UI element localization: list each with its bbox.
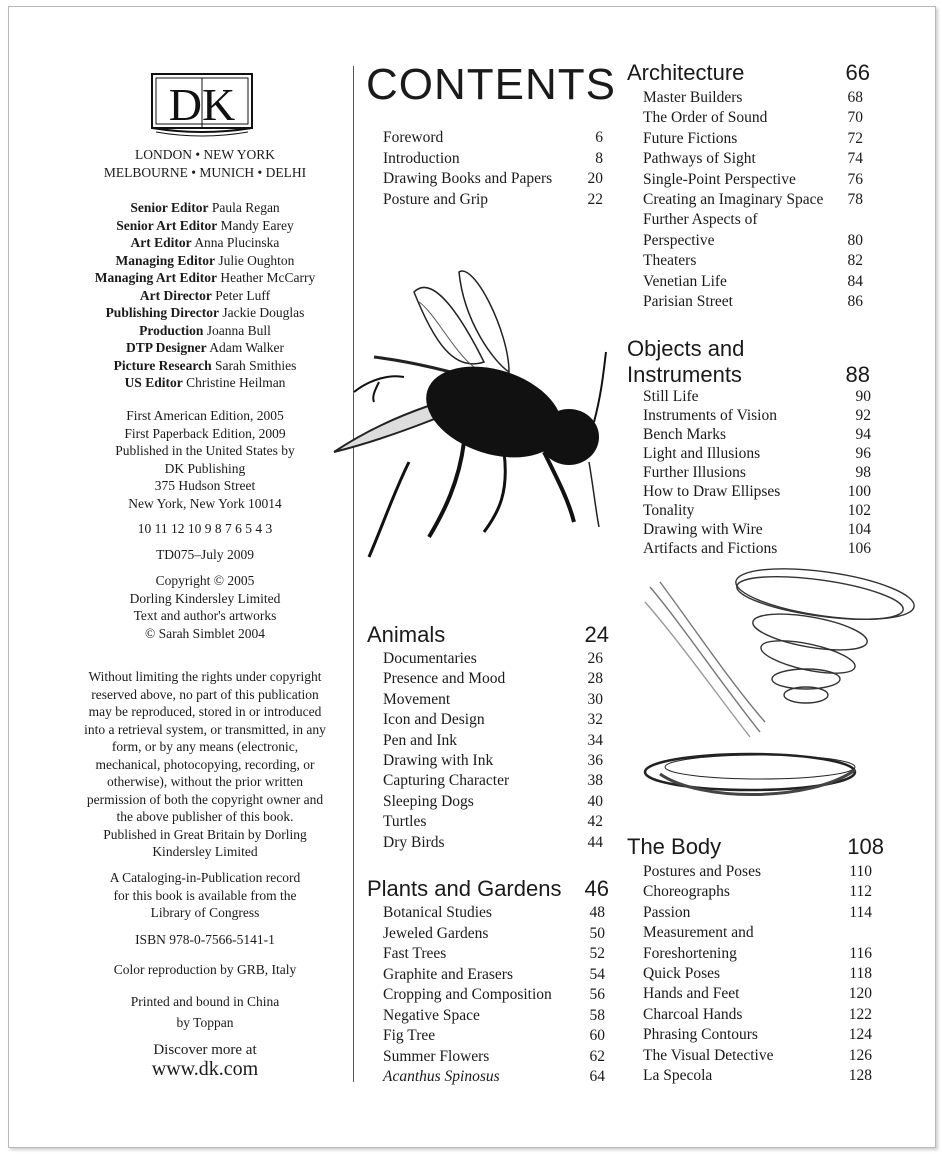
credit-line (66, 339, 344, 357)
toc-entry[interactable] (383, 833, 603, 853)
toc-entry-page: 120 (848, 985, 872, 1003)
toc-entry[interactable] (643, 190, 863, 210)
toc-entry-title: Foreword (383, 129, 444, 146)
toc-entry-title: Still Life (643, 388, 699, 405)
toc-entry[interactable] (643, 1025, 872, 1045)
text-line: the above publisher of this book. (116, 809, 294, 824)
toc-entry-title: Drawing with Ink (383, 752, 494, 770)
toc-entry[interactable] (643, 88, 863, 108)
credits-list (66, 199, 344, 392)
toc-entry-page: 90 (855, 388, 871, 405)
text-line: Copyright © 2005 (155, 573, 255, 588)
credit-name: Heather McCarry (220, 270, 316, 285)
discover-text: Discover more at (153, 1042, 257, 1058)
toc-entry-title: The Order of Sound (643, 109, 768, 127)
toc-entry-page: 50 (589, 924, 605, 942)
toc-entry-page: 76 (847, 170, 863, 188)
toc-entry[interactable] (643, 231, 863, 251)
isbn: ISBN 978-0-7566-5141-1 (135, 932, 275, 947)
toc-entry-page: 62 (589, 1047, 605, 1065)
toc-entry-page: 68 (847, 89, 863, 106)
logo-text: DK (168, 79, 236, 130)
toc-entry[interactable] (383, 190, 603, 211)
toc-entry-title: Passion (643, 903, 691, 921)
toc-entry-title: Hands and Feet (643, 985, 740, 1003)
toc-entry-title: Fast Trees (383, 945, 447, 962)
text-line: © Sarah Simblet 2004 (144, 625, 266, 641)
toc-entry-title: Summer Flowers (383, 1047, 490, 1065)
toc-animals (383, 649, 603, 853)
toc-entry-title: Negative Space (383, 1006, 480, 1024)
toc-entry[interactable] (383, 985, 605, 1006)
printed-block (66, 991, 344, 1033)
toc-entry-title: Turtles (383, 813, 427, 831)
section-architecture-heading (627, 60, 870, 86)
toc-entry[interactable] (643, 170, 863, 190)
toc-entry-title: Further Aspects of (643, 211, 758, 229)
toc-entry-title: Foreshortening (643, 944, 737, 962)
toc-entry[interactable] (643, 482, 871, 501)
toc-entry-title: Charcoal Hands (643, 1005, 743, 1023)
toc-entry[interactable] (383, 944, 605, 965)
toc-entry-title: Further Illusions (643, 464, 746, 481)
credit-line (66, 304, 344, 322)
toc-entry[interactable] (643, 923, 872, 943)
toc-entry-page: 92 (855, 407, 871, 424)
toc-entry[interactable] (383, 1067, 605, 1088)
credit-role: Art Editor (130, 235, 192, 250)
text-line: into a retrieval system, or transmitted, in any (84, 721, 326, 737)
text-line: New York, New York 10014 (128, 495, 282, 511)
cities-line-1: LONDON • NEW YORK (134, 147, 276, 162)
text-line: permission of both the copyright owner and (86, 791, 324, 807)
toc-entry-page: 8 (595, 149, 603, 167)
cities-line-2: MELBOURNE • MUNICH • DELHI (103, 164, 307, 180)
text-line: Published in the United States by (115, 443, 295, 458)
toc-entry[interactable] (383, 690, 603, 710)
toc-entry-page: 40 (587, 792, 603, 810)
toc-entry[interactable] (643, 387, 871, 406)
website-link[interactable]: www.dk.com (151, 1058, 259, 1080)
toc-entry-title: Posture and Grip (383, 190, 489, 208)
credit-role: Senior Art Editor (116, 217, 218, 233)
toc-entry-title: Drawing with Wire (643, 521, 763, 538)
toc-entry-page: 100 (847, 483, 871, 500)
toc-entry-page: 128 (848, 1067, 872, 1085)
toc-entry-title: Movement (383, 690, 451, 708)
toc-body (643, 862, 872, 1086)
credit-name: Christine Heilman (186, 375, 286, 390)
toc-entry-page: 22 (587, 190, 603, 208)
text-line: DK Publishing (164, 460, 246, 476)
toc-entry-page: 56 (589, 986, 605, 1003)
toc-entry-page: 106 (847, 540, 871, 557)
toc-entry-page: 110 (849, 863, 872, 880)
rights-block (66, 668, 344, 861)
toc-entry[interactable] (383, 669, 603, 689)
toc-entry-title: Introduction (383, 149, 460, 167)
credit-role: Publishing Director (105, 305, 219, 320)
credit-name: Anna Plucinska (194, 235, 280, 250)
toc-entry[interactable] (383, 1047, 605, 1068)
credit-role: Senior Editor (130, 200, 209, 215)
text-line: Dorling Kindersley Limited (129, 590, 281, 606)
toc-entry[interactable] (643, 501, 871, 520)
edition-block (66, 407, 344, 512)
text-line: 375 Hudson Street (154, 478, 256, 493)
toc-entry[interactable] (643, 882, 872, 902)
toc-objects (643, 387, 871, 558)
toc-entry[interactable] (643, 463, 871, 482)
text-line: may be reproduced, stored in or introduced (88, 704, 322, 719)
toc-entry-title: Artifacts and Fictions (643, 540, 778, 557)
toc-entry-page: 70 (847, 109, 863, 127)
toc-entry-page: 122 (848, 1005, 872, 1023)
toc-entry[interactable] (383, 924, 605, 945)
toc-entry[interactable] (643, 149, 863, 169)
toc-entry-title: Acanthus Spinosus (383, 1068, 500, 1085)
section-title-line-1: Objects and (627, 336, 745, 361)
toc-entry-page: 30 (587, 690, 603, 708)
credit-line (66, 252, 344, 270)
text-line: by Toppan (176, 1015, 234, 1030)
toc-entry-page: 116 (849, 944, 872, 962)
credit-role: US Editor (124, 375, 183, 390)
text-line: Without limiting the rights under copyright (88, 669, 322, 684)
dk-logo (150, 70, 254, 138)
credit-line (66, 234, 344, 252)
toc-entry[interactable] (643, 272, 863, 292)
toc-entry[interactable] (383, 1006, 605, 1027)
credit-line (66, 199, 344, 217)
toc-entry-page: 6 (595, 129, 603, 146)
toc-entry[interactable] (643, 944, 872, 964)
toc-entry-page: 104 (847, 521, 871, 538)
toc-entry[interactable] (383, 169, 603, 190)
section-page: 88 (845, 362, 870, 387)
text-line: A Cataloging-in-Publication record (109, 870, 301, 885)
book-code: TD075–July 2009 (156, 547, 254, 562)
section-objects-heading (627, 336, 870, 362)
toc-entry-title: Measurement and (643, 924, 754, 942)
toc-entry[interactable] (383, 731, 603, 751)
section-title: The Body (627, 834, 722, 859)
toc-entry-page: 64 (589, 1068, 605, 1085)
toc-entry[interactable] (643, 903, 872, 923)
toc-entry[interactable] (643, 862, 872, 882)
section-body-heading (627, 834, 884, 860)
credit-role: Picture Research (113, 357, 212, 373)
toc-entry[interactable] (383, 903, 605, 924)
toc-entry-page: 82 (847, 252, 863, 270)
toc-entry-page: 60 (589, 1027, 605, 1044)
section-plants-heading (367, 876, 609, 902)
toc-entry[interactable] (643, 129, 863, 149)
toc-entry[interactable] (643, 1005, 872, 1025)
toc-entry-page: 48 (589, 904, 605, 921)
toc-entry-title: Venetian Life (643, 272, 727, 290)
toc-entry-page: 38 (587, 772, 603, 790)
text-line: Text and author's artworks (133, 608, 277, 623)
toc-entry-title: Cropping and Composition (383, 986, 552, 1003)
credit-name: Adam Walker (209, 340, 285, 355)
text-line: First American Edition, 2005 (126, 408, 284, 423)
toc-entry-title: Perspective (643, 231, 715, 249)
toc-entry[interactable] (643, 425, 871, 444)
section-title: Animals (367, 622, 446, 647)
toc-entry-title: Drawing Books and Papers (383, 170, 553, 187)
contents-title: CONTENTS (366, 60, 616, 109)
toc-entry-title: Jeweled Gardens (383, 924, 489, 942)
text-line: form, or by any means (electronic, (111, 739, 299, 754)
section-page: 24 (584, 622, 609, 647)
toc-entry[interactable] (643, 406, 871, 425)
credit-name: Sarah Smithies (215, 357, 297, 373)
toc-entry-title: Fig Tree (383, 1027, 436, 1044)
credit-name: Joanna Bull (206, 322, 271, 338)
toc-entry-title: Dry Birds (383, 833, 445, 851)
toc-entry-title: Presence and Mood (383, 670, 506, 688)
credit-line (66, 217, 344, 235)
toc-entry-title: Botanical Studies (383, 904, 492, 921)
section-title: Architecture (627, 60, 745, 85)
text-line: Library of Congress (150, 905, 260, 920)
toc-entry[interactable] (383, 812, 603, 832)
toc-entry-page: 72 (847, 129, 863, 147)
toc-entry-title: Pen and Ink (383, 731, 458, 749)
toc-entry[interactable] (643, 539, 871, 558)
toc-entry[interactable] (383, 1026, 605, 1047)
credit-role: Managing Editor (115, 252, 215, 268)
section-animals-heading (367, 622, 609, 648)
credit-name: Mandy Earey (220, 217, 294, 233)
credit-role: Art Director (139, 287, 212, 303)
toc-entry-page: 52 (589, 945, 605, 962)
text-line: reserved above, no part of this publication (91, 686, 319, 702)
credit-line (66, 269, 344, 287)
toc-entry-page: 96 (855, 445, 871, 462)
toc-entry-page: 98 (855, 464, 871, 481)
toc-entry-title: Icon and Design (383, 711, 485, 729)
toc-entry-title: Graphite and Erasers (383, 965, 513, 983)
toc-entry[interactable] (643, 292, 863, 312)
credit-line (66, 287, 344, 305)
toc-entry-title: Quick Poses (643, 965, 721, 983)
toc-entry-page: 114 (849, 903, 872, 921)
imprint-cities (66, 146, 344, 181)
toc-entry-title: Light and Illusions (643, 445, 761, 462)
toc-entry-page: 80 (847, 231, 863, 249)
section-objects-heading-2 (627, 362, 870, 388)
toc-entry-title: Choreographs (643, 883, 730, 901)
toc-entry[interactable] (643, 444, 871, 463)
credit-line (66, 357, 344, 375)
toc-intro (383, 128, 603, 210)
section-title-line-2: Instruments (627, 362, 742, 387)
toc-entry-page: 86 (847, 293, 863, 311)
toc-entry-page: 54 (589, 965, 605, 983)
toc-entry-title: Pathways of Sight (643, 150, 756, 168)
text-line: mechanical, photocopying, recording, or (95, 756, 315, 772)
text-line: Kindersley Limited (152, 844, 258, 859)
toc-entry-title: Documentaries (383, 650, 477, 667)
toc-entry-title: Sleeping Dogs (383, 792, 474, 810)
toc-entry-page: 44 (587, 833, 603, 851)
toc-entry[interactable] (643, 210, 863, 230)
toc-entry[interactable] (643, 1046, 872, 1066)
cip-block (66, 869, 344, 922)
toc-entry-page: 58 (589, 1006, 605, 1024)
toc-entry-page: 32 (587, 711, 603, 729)
toc-entry[interactable] (383, 149, 603, 170)
credit-line (66, 322, 344, 340)
section-page: 46 (584, 876, 609, 901)
toc-entry-page: 20 (587, 170, 603, 187)
credit-name: Peter Luff (215, 287, 271, 303)
toc-entry[interactable] (643, 964, 872, 984)
toc-entry[interactable] (643, 520, 871, 539)
toc-entry-page: 74 (847, 150, 863, 168)
print-numbers: 10 11 12 10 9 8 7 6 5 4 3 (137, 521, 273, 536)
toc-entry-title: Capturing Character (383, 772, 510, 790)
bee-illustration (334, 262, 614, 567)
toc-entry[interactable] (383, 649, 603, 669)
toc-entry-page: 126 (848, 1046, 872, 1064)
toc-entry-page: 36 (587, 752, 603, 770)
text-line: Printed and bound in China (130, 994, 280, 1009)
toc-entry-page: 42 (587, 813, 603, 831)
text-line: otherwise), without the prior written (106, 774, 304, 789)
section-page: 66 (845, 60, 870, 85)
credit-role: Production (139, 322, 204, 338)
column-divider (353, 66, 354, 1082)
toc-entry[interactable] (383, 751, 603, 771)
toc-entry-page: 124 (848, 1026, 872, 1044)
toc-entry[interactable] (383, 965, 605, 986)
toc-entry[interactable] (383, 128, 603, 149)
toc-entry-page: 78 (847, 191, 863, 209)
toc-entry-page: 94 (855, 426, 871, 443)
toc-entry-title: Creating an Imaginary Space (643, 191, 824, 209)
credit-role: Managing Art Editor (94, 270, 218, 285)
ellipse-sketch-illustration (640, 562, 920, 830)
toc-entry[interactable] (643, 984, 872, 1004)
toc-entry-title: Tonality (643, 502, 695, 519)
toc-architecture (643, 88, 863, 312)
text-line: Published in Great Britain by Dorling (103, 826, 307, 842)
section-page: 108 (847, 834, 884, 859)
toc-plants (383, 903, 605, 1088)
color-repro: Color reproduction by GRB, Italy (113, 962, 297, 977)
toc-entry-title: Single-Point Perspective (643, 170, 796, 188)
toc-entry-page: 26 (587, 650, 603, 667)
toc-entry-page: 118 (849, 965, 872, 983)
toc-entry-title: How to Draw Ellipses (643, 483, 781, 500)
toc-entry-title: Future Fictions (643, 129, 738, 147)
text-line: for this book is available from the (113, 887, 297, 903)
copyright-block (66, 572, 344, 642)
text-line: First Paperback Edition, 2009 (124, 425, 286, 441)
toc-entry-title: Master Builders (643, 89, 743, 106)
toc-entry-title: Postures and Poses (643, 863, 761, 880)
toc-entry-page: 34 (587, 731, 603, 749)
toc-entry-title: Phrasing Contours (643, 1026, 758, 1044)
toc-entry-page: 102 (847, 502, 871, 519)
toc-entry-title: La Specola (643, 1067, 713, 1085)
toc-entry[interactable] (383, 792, 603, 812)
toc-entry-title: Instruments of Vision (643, 407, 777, 424)
section-title: Plants and Gardens (367, 876, 562, 901)
toc-entry[interactable] (383, 771, 603, 791)
credit-name: Jackie Douglas (222, 305, 305, 320)
credit-name: Julie Oughton (218, 252, 295, 268)
credit-line (66, 374, 344, 392)
toc-entry-page: 112 (849, 883, 872, 901)
toc-entry[interactable] (643, 251, 863, 271)
toc-entry[interactable] (643, 1066, 872, 1086)
toc-entry-title: Parisian Street (643, 293, 733, 311)
toc-entry-title: Bench Marks (643, 426, 727, 443)
toc-entry-page: 84 (847, 272, 863, 290)
toc-entry[interactable] (383, 710, 603, 730)
toc-entry[interactable] (643, 108, 863, 128)
toc-entry-page: 28 (587, 670, 603, 688)
toc-entry-title: The Visual Detective (643, 1046, 774, 1064)
toc-entry-title: Theaters (643, 252, 697, 270)
credit-role: DTP Designer (125, 340, 207, 355)
credit-name: Paula Regan (211, 200, 280, 215)
